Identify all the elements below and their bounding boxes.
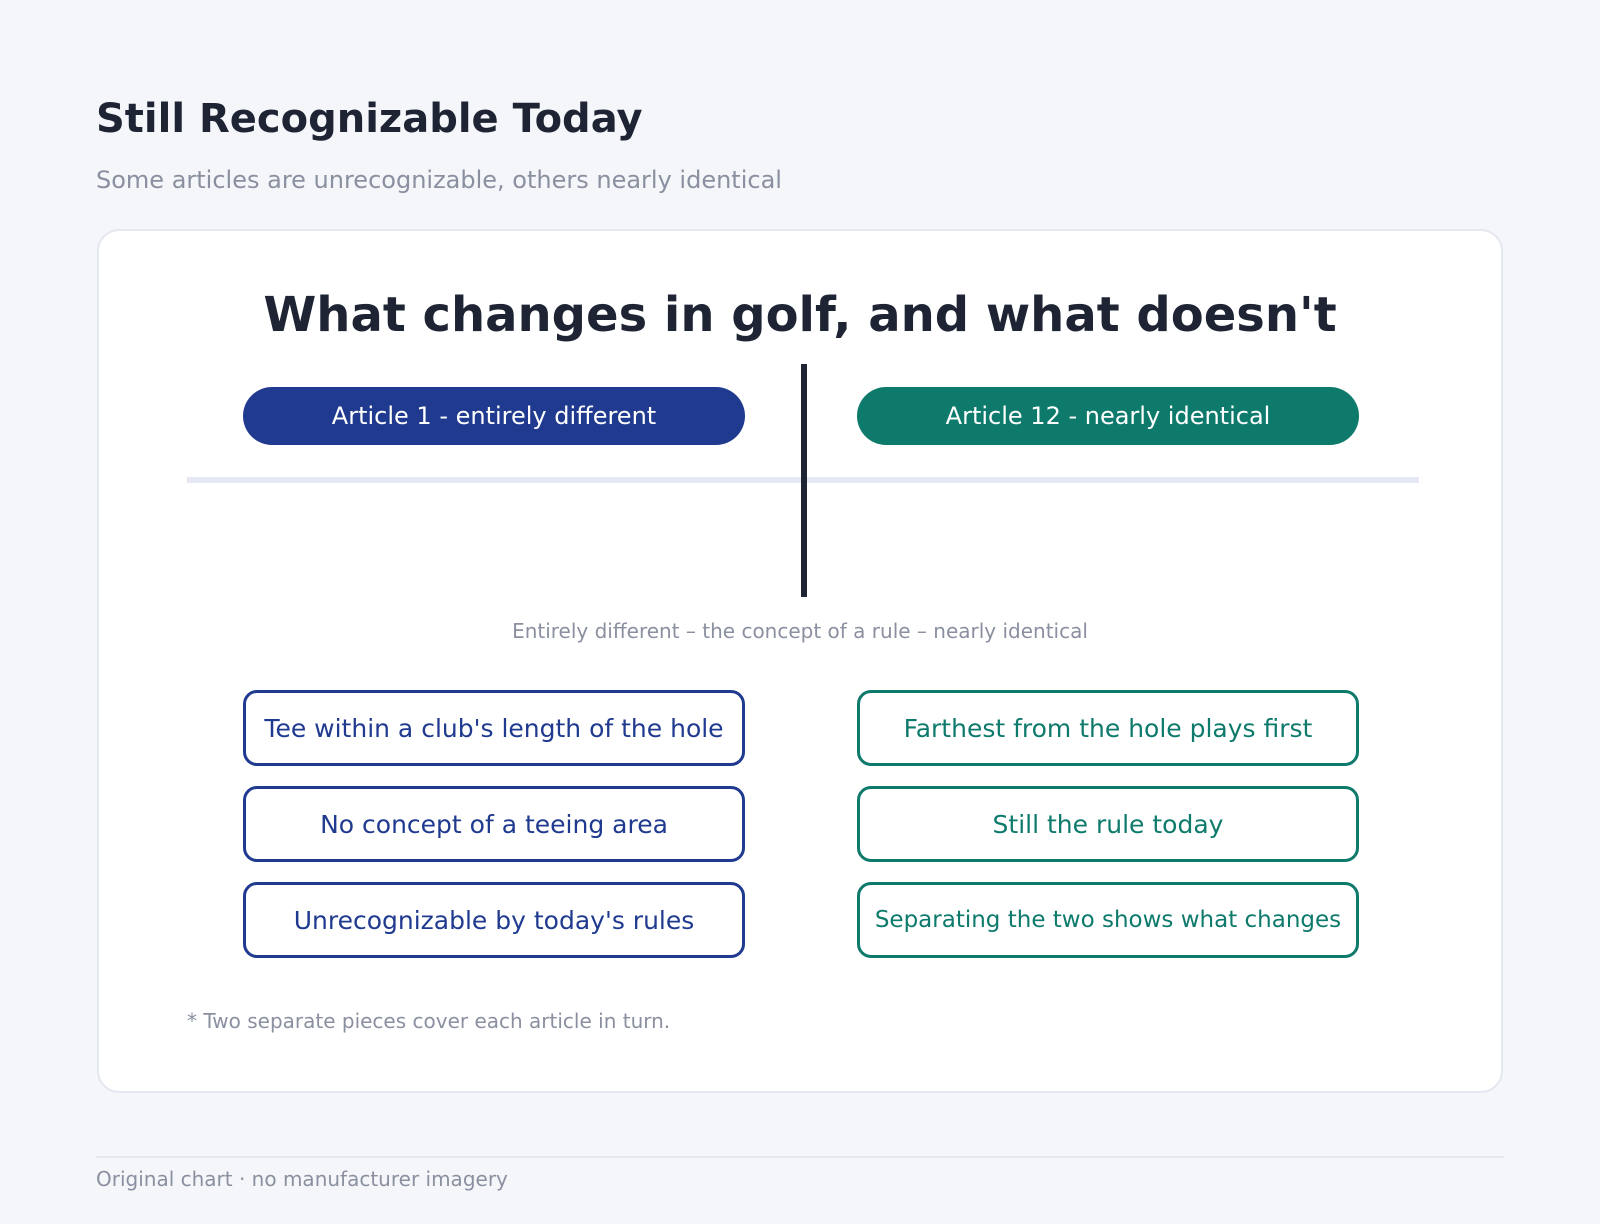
article-1-item: No concept of a teeing area bbox=[243, 786, 745, 862]
article-12-item: Farthest from the hole plays first bbox=[857, 690, 1359, 766]
footer-divider bbox=[96, 1156, 1504, 1158]
page-subtitle: Some articles are unrecognizable, others nearly identical bbox=[96, 166, 782, 194]
footnote: * Two separate pieces cover each article in turn. bbox=[187, 1009, 671, 1033]
article-1-pill: Article 1 - entirely different bbox=[243, 387, 745, 445]
article-1-item: Tee within a club's length of the hole bbox=[243, 690, 745, 766]
article-12-item: Still the rule today bbox=[857, 786, 1359, 862]
axis-caption: Entirely different – the concept of a rule – nearly identical bbox=[512, 619, 1088, 643]
comparison-card bbox=[97, 229, 1503, 1093]
article-12-item: Separating the two shows what changes bbox=[857, 882, 1359, 958]
footer-note: Original chart · no manufacturer imagery bbox=[96, 1167, 508, 1191]
diagram-title: What changes in golf, and what doesn't bbox=[263, 287, 1337, 343]
vertical-divider bbox=[801, 364, 807, 597]
page-title: Still Recognizable Today bbox=[96, 96, 643, 142]
article-1-item: Unrecognizable by today's rules bbox=[243, 882, 745, 958]
article-12-pill: Article 12 - nearly identical bbox=[857, 387, 1359, 445]
